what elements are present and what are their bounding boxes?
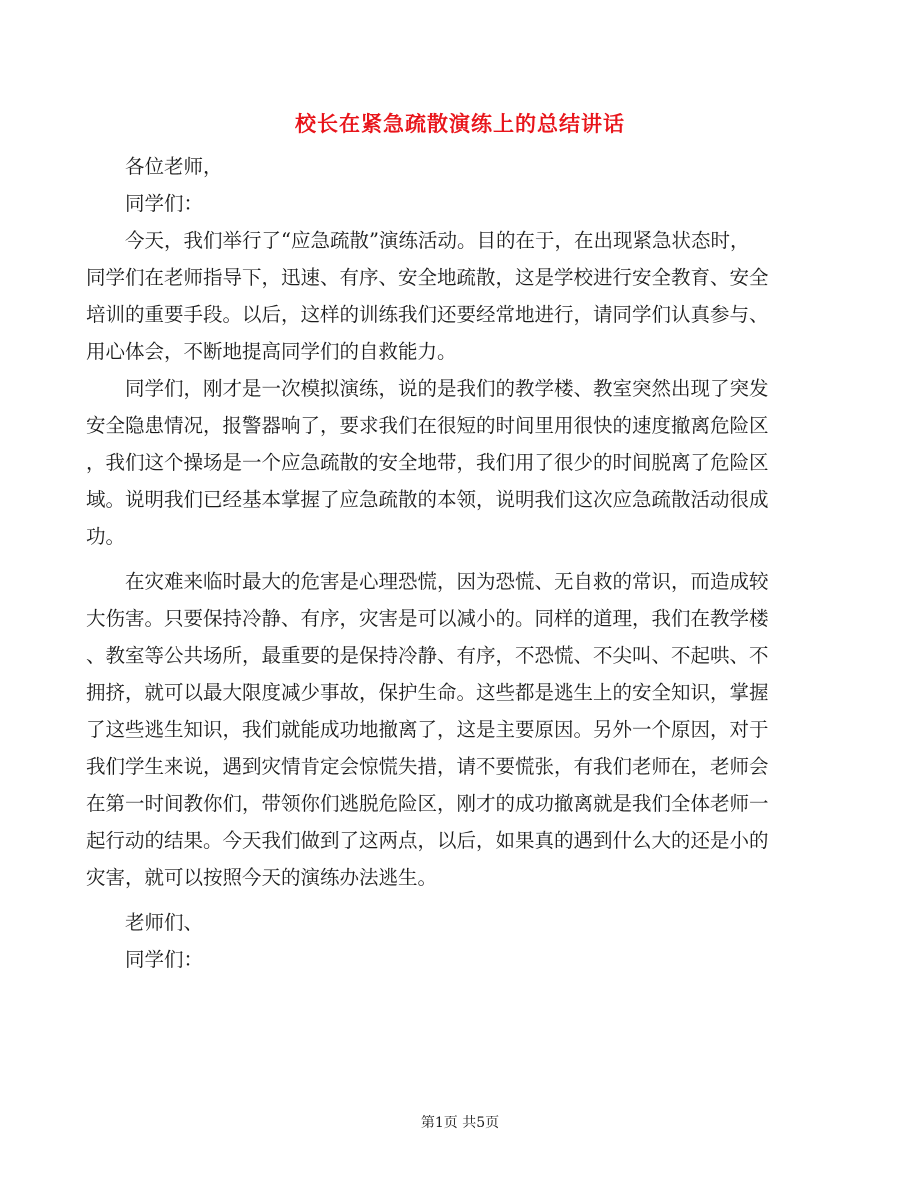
paragraph-line: 起行动的结果。今天我们做到了这两点，以后，如果真的遇到什么大的还是小的: [86, 829, 769, 852]
paragraph-line: 安全隐患情况，报警器响了，要求我们在很短的时间里用很快的速度撤离危险区: [86, 414, 769, 437]
paragraph-line: 同学们在老师指导下，迅速、有序、安全地疏散，这是学校进行安全教育、安全: [86, 266, 769, 289]
paragraph-line: 我们学生来说，遇到灾情肯定会惊慌失措，请不要慌张，有我们老师在，老师会: [86, 755, 769, 778]
salutation-line: 老师们、: [125, 911, 204, 934]
paragraph-line: 灾害，就可以按照今天的演练办法逃生。: [86, 866, 438, 889]
salutation-line: 同学们：: [125, 192, 204, 215]
page-footer: 第1页 共5页: [420, 1115, 500, 1131]
document-title: 校长在紧急疏散演练上的总结讲话: [295, 111, 625, 136]
salutation-line: 各位老师，: [125, 155, 223, 178]
paragraph-line: 在第一时间教你们，带领你们逃脱危险区，刚才的成功撤离就是我们全体老师一: [86, 792, 769, 815]
paragraph-line: 了这些逃生知识，我们就能成功地撤离了，这是主要原因。另外一个原因，对于: [86, 718, 769, 741]
paragraph-line: 大伤害。只要保持冷静、有序，灾害是可以减小的。同样的道理，我们在教学楼: [86, 607, 769, 630]
document-body: [86, 148, 826, 978]
paragraph-line: 同学们，刚才是一次模拟演练，说的是我们的教学楼、教室突然出现了突发: [125, 377, 769, 400]
paragraph-line: ，我们这个操场是一个应急疏散的安全地带，我们用了很少的时间脱离了危险区: [86, 451, 769, 474]
paragraph-line: 拥挤，就可以最大限度减少事故，保护生命。这些都是逃生上的安全知识，掌握: [86, 681, 769, 704]
paragraph-line: 、教室等公共场所，最重要的是保持冷静、有序，不恐慌、不尖叫、不起哄、不: [86, 644, 769, 667]
paragraph-line: 在灾难来临时最大的危害是心理恐慌，因为恐慌、无自救的常识，而造成较: [125, 570, 769, 593]
paragraph-line: 今天，我们举行了“应急疏散”演练活动。目的在于，在出现紧急状态时，: [125, 229, 750, 252]
paragraph-line: 功。: [86, 525, 126, 548]
paragraph-line: 培训的重要手段。以后，这样的训练我们还要经常地进行，请同学们认真参与、: [86, 303, 769, 326]
paragraph-line: 用心体会，不断地提高同学们的自救能力。: [86, 340, 457, 363]
salutation-line: 同学们：: [125, 948, 204, 971]
paragraph-line: 域。说明我们已经基本掌握了应急疏散的本领，说明我们这次应急疏散活动很成: [86, 488, 769, 511]
